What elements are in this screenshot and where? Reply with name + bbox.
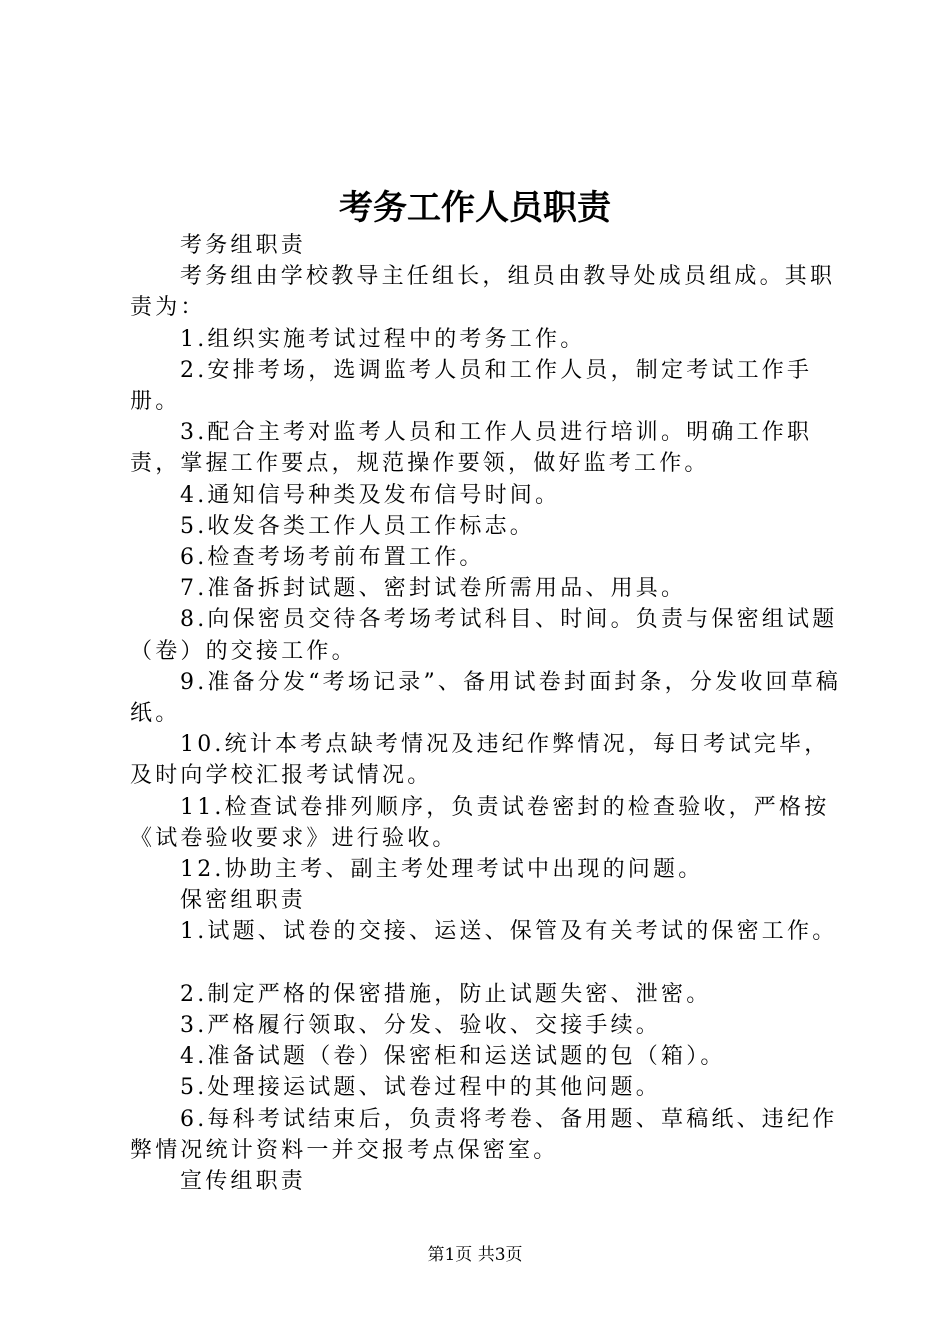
list-item: 10.统计本考点缺考情况及违纪作弊情况，每日考试完毕，及时向学校汇报考试情况。	[130, 732, 830, 789]
list-item: 1.试题、试卷的交接、运送、保管及有关考试的保密工作。	[180, 919, 838, 945]
list-item: 3.配合主考对监考人员和工作人员进行培训。明确工作职责，掌握工作要点，规范操作要领，做好监考工作。	[130, 420, 813, 477]
list-item: 5.处理接运试题、试卷过程中的其他问题。	[180, 1075, 661, 1101]
page-number-footer: 第1页 共3页	[427, 1245, 523, 1265]
list-item: 6.每科考试结束后，负责将考卷、备用题、草稿纸、违纪作弊情况统计资料一并交报考点保密室。	[130, 1106, 838, 1163]
section-heading-exam-affairs: 考务组职责	[180, 233, 307, 258]
list-item: 3.严格履行领取、分发、验收、交接手续。	[180, 1013, 661, 1039]
section-heading-confidentiality: 保密组职责	[180, 888, 307, 914]
list-item: 7.准备拆封试题、密封试卷所需用品、用具。	[180, 576, 687, 602]
list-item: 6.检查考场考前布置工作。	[180, 545, 485, 571]
list-item: 11.检查试卷排列顺序，负责试卷密封的检查验收，严格按《试卷验收要求》进行验收。	[130, 794, 830, 851]
section-heading-publicity: 宣传组职责	[180, 1169, 307, 1195]
list-item: 5.收发各类工作人员工作标志。	[180, 513, 535, 539]
list-item: 4.准备试题（卷）保密柜和运送试题的包（箱）。	[180, 1044, 726, 1070]
blank-line	[130, 948, 850, 979]
list-item: 1.组织实施考试过程中的考务工作。	[180, 326, 586, 352]
list-item: 8.向保密员交待各考场考试科目、时间。负责与保密组试题（卷）的交接工作。	[130, 607, 838, 664]
list-item: 4.通知信号种类及发布信号时间。	[180, 482, 561, 508]
list-item: 2.安排考场，选调监考人员和工作人员，制定考试工作手册。	[130, 357, 813, 415]
document-body	[130, 230, 850, 1197]
list-item: 12.协助主考、副主考处理考试中出现的问题。	[180, 857, 704, 883]
list-item: 2.制定严格的保密措施，防止试题失密、泄密。	[180, 981, 712, 1007]
list-item: 9.准备分发“考场记录”、备用试卷封面封条，分发收回草稿纸。	[130, 669, 842, 727]
paragraph: 考务组由学校教导主任组长，组员由教导处成员组成。其职责为：	[130, 264, 836, 321]
page-title: 考务工作人员职责	[339, 188, 611, 228]
